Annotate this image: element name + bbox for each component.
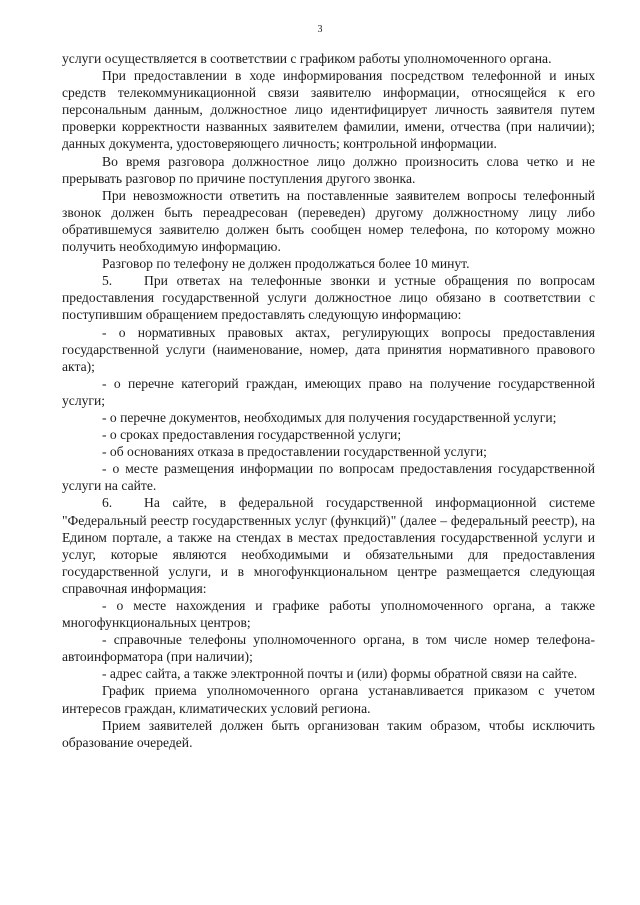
paragraph-1: услуги осуществляется в соответствии с графиком работы уполномоченного органа. <box>62 51 552 66</box>
paragraph-number: 5. <box>102 273 113 289</box>
paragraph-2: При предоставлении в ходе информирования посредством телефонной и иных средств телекоммуникационной связи заявителю информации, относящейся к его персональным данным, должностное лицо идентифицирует личность заявителя путем проверки корректности названных заявителем фамилии, имени, отчества (при наличии); данных документа, удостоверяющего личность; контрольной информации. <box>62 68 595 152</box>
paragraph-text: На сайте, в федеральной государственной информационной системе "Федеральный реестр государственных услуг (функций)" (далее – федеральный реестр), на Едином портале, а также на стендах в местах предоставления государственной услуги и услуг, которые являются необходимыми и обязательными для предоставления государственной услуги, и в многофункциональном центре размещается следующая справочная информация: <box>62 495 595 596</box>
list-item: - о месте нахождения и графике работы уполномоченного органа, а также многофункциональных центров; <box>62 598 595 631</box>
document-body <box>62 50 595 751</box>
list-item: - о сроках предоставления государственной услуги; <box>102 427 402 443</box>
paragraph-queue: Прием заявителей должен быть организован таким образом, чтобы исключить образование очередей. <box>62 717 595 750</box>
numbered-paragraph-6 <box>62 494 595 597</box>
list-item: - о месте размещения информации по вопросам предоставления государственной услуги на сайте. <box>62 461 595 494</box>
numbered-paragraph-5 <box>62 272 595 323</box>
list-item: - справочные телефоны уполномоченного органа, в том числе номер телефона-автоинформатора (при наличии); <box>62 632 595 665</box>
paragraph-3: Во время разговора должностное лицо должно произносить слова четко и не прерывать разговор по причине поступления другого звонка. <box>62 153 595 186</box>
list-item: - о перечне документов, необходимых для получения государственной услуги; <box>102 409 557 425</box>
page-number: 3 <box>317 24 323 35</box>
list-item: - адрес сайта, а также электронной почты и (или) формы обратной связи на сайте. <box>102 666 578 682</box>
list-item: - о перечне категорий граждан, имеющих право на получение государственной услуги; <box>62 375 595 408</box>
paragraph-schedule: График приема уполномоченного органа устанавливается приказом с учетом интересов граждан, климатических условий региона. <box>62 683 595 716</box>
paragraph-number: 6. <box>102 495 113 511</box>
list-item: - о нормативных правовых актах, регулирующих вопросы предоставления государственной услуги (наименование, номер, дата принятия нормативного правового акта); <box>62 324 595 374</box>
list-item: - об основаниях отказа в предоставлении государственной услуги; <box>102 444 487 460</box>
paragraph-5: Разговор по телефону не должен продолжаться более 10 минут. <box>102 256 470 272</box>
paragraph-text: При ответах на телефонные звонки и устные обращения по вопросам предоставления государственной услуги должностное лицо обязано в соответствии с поступившим обращением предоставлять следующую информацию: <box>62 273 595 323</box>
paragraph-4: При невозможности ответить на поставленные заявителем вопросы телефонный звонок должен быть переадресован (переведен) другому должностному лицу либо обратившемуся заявителю должен быть сообщен номер телефона, по которому можно получить необходимую информацию. <box>62 187 595 255</box>
